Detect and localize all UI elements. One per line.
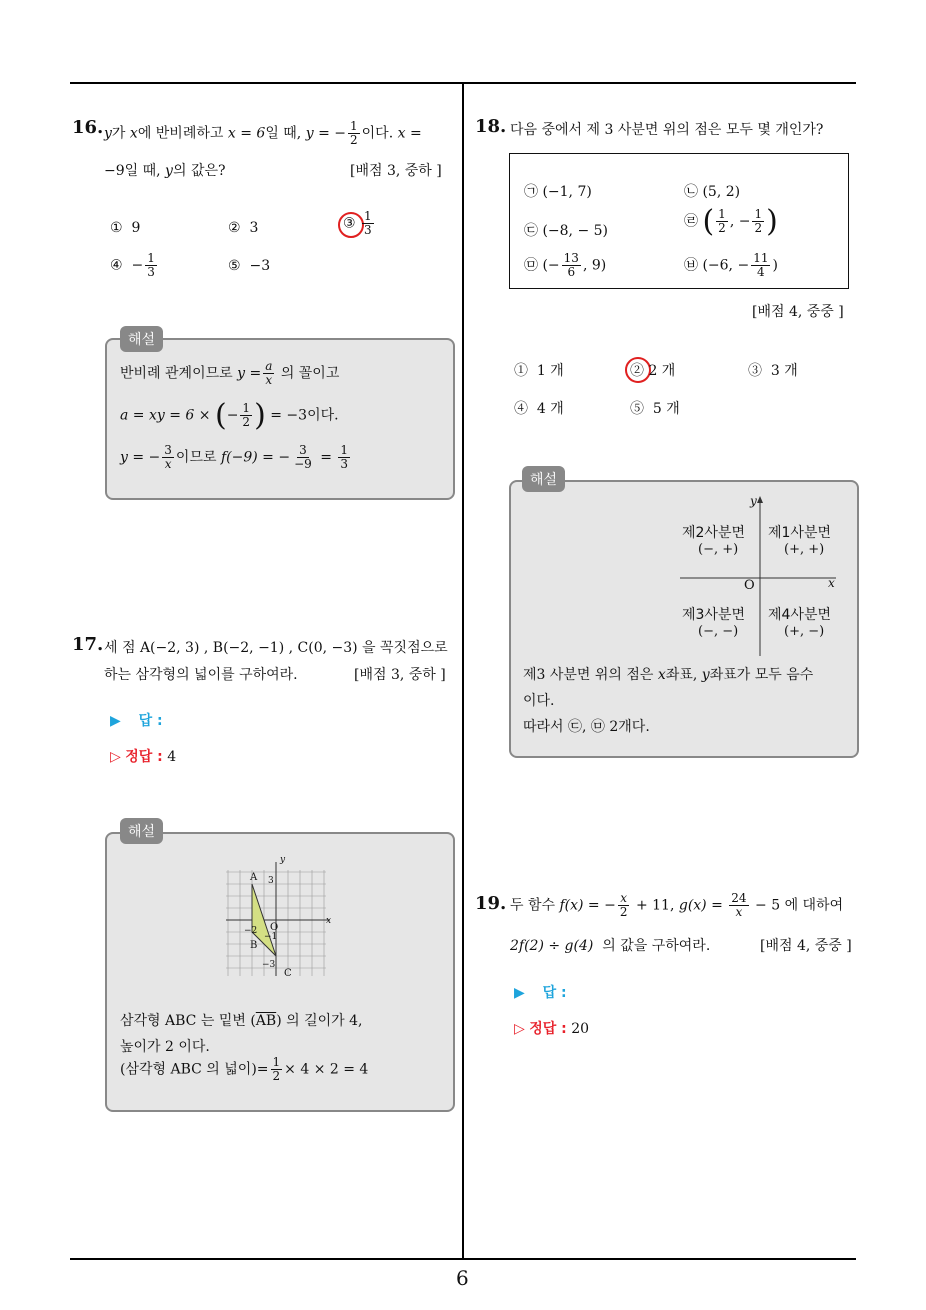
q16-choice-2[interactable]: ② 3 bbox=[228, 220, 259, 236]
q18-quad4: 제4사분면 bbox=[768, 607, 832, 623]
q18-point-3: ㉢ (−8, − 5) bbox=[524, 223, 609, 239]
q17-triangle-graph bbox=[226, 858, 336, 978]
q16-exp-line1: 반비례 관계이므로 y = $\frac{a}{x}$ 의 꼴이고 bbox=[120, 359, 340, 387]
q18-quad1: 제1사분면 bbox=[768, 525, 832, 541]
q17-exp-line3: (삼각형 ABC 의 넓이)= $\frac{1}{2}$ × 4 × 2 = 4 bbox=[120, 1055, 369, 1083]
q18-quad3-sign: (−, −) bbox=[698, 624, 739, 639]
q17-graph-point-c: C bbox=[284, 968, 292, 979]
q16-line1: y가 x에 반비례하고 x = 6일 때, y = − $\frac{1}{2}$ 이다. x = bbox=[104, 119, 422, 147]
column-divider bbox=[462, 82, 464, 1260]
q17-graph-tick-minus2: −2 bbox=[244, 926, 258, 936]
q17-line1: 세 점 A(−2, 3) , B(−2, −1) , C(0, −3) 을 꼭짓점으로 bbox=[104, 640, 448, 656]
q18-exp-line2: 이다. bbox=[523, 693, 555, 709]
q17-graph-tick-minus1: −1 bbox=[264, 932, 278, 942]
q18-choice-4[interactable]: ④ 4 개 bbox=[514, 401, 564, 417]
q17-answer-row[interactable]: ▶ 답 : bbox=[110, 713, 163, 729]
q17-graph-tick-minus3: −3 bbox=[262, 960, 276, 970]
q18-quad-origin: O bbox=[744, 578, 755, 593]
q17-graph-tick-3: 3 bbox=[268, 876, 274, 886]
q17-score: [배점 3, 중하 ] bbox=[354, 667, 446, 683]
q18-quad2-sign: (−, +) bbox=[698, 542, 739, 557]
q18-choice-1[interactable]: ① 1 개 bbox=[514, 363, 564, 379]
q18-point-6: ㉥ (−6, − $\frac{11}{4}$ ) bbox=[684, 251, 778, 279]
q17-graph-origin: O bbox=[270, 922, 279, 933]
q18-quad-x: x bbox=[828, 576, 835, 590]
q18-line1: 다음 중에서 제 3 사분면 위의 점은 모두 몇 개인가? bbox=[510, 122, 824, 138]
q18-choice-2[interactable]: ② 2 개 bbox=[630, 363, 676, 379]
q17-exp-line1: 삼각형 ABC 는 밑변 $(\overline{AB})$ 의 길이가 4, bbox=[120, 1013, 363, 1029]
q17-graph-x-label: x bbox=[326, 916, 332, 926]
q18-exp-line1: 제3 사분면 위의 점은 x좌표, y좌표가 모두 음수 bbox=[523, 667, 814, 683]
q16-choice-1[interactable]: ① 9 bbox=[110, 220, 141, 236]
q19-number: 19. bbox=[475, 893, 507, 914]
q16-exp-line3: y = − $\frac{3}{x}$ 이므로 f(−9) = − $\frac{3}{-9}$ = $\frac{1}{3}$ bbox=[120, 443, 349, 471]
bottom-rule bbox=[70, 1258, 856, 1260]
q18-point-5: ㉤ (− $\frac{13}{6}$ , 9) bbox=[524, 251, 607, 279]
q18-quad2: 제2사분면 bbox=[682, 525, 746, 541]
q16-choice-5[interactable]: ⑤ −3 bbox=[228, 258, 271, 274]
q18-point-4: ㉣ ( $\frac{1}{2}$ , − $\frac{1}{2}$ ) bbox=[684, 204, 778, 239]
q19-line2: 2f(2) ÷ g(4) 의 값을 구하여라. bbox=[510, 938, 711, 954]
q18-exp-line3: 따라서 ㉢, ㉤ 2개다. bbox=[523, 719, 650, 735]
triangle-outline-icon: ▷ bbox=[110, 749, 121, 765]
q18-point-1: ㉠ (−1, 7) bbox=[524, 184, 592, 200]
q16-choice-4[interactable]: ④ − $\frac{1}{3}$ bbox=[110, 251, 155, 279]
play-arrow-icon: ▶ bbox=[110, 713, 121, 729]
page-number: 6 bbox=[456, 1266, 469, 1290]
q16-choice-3[interactable]: ③ $\frac{1}{3}$ bbox=[343, 209, 372, 237]
q18-quad4-sign: (+, −) bbox=[784, 624, 825, 639]
q17-graph-point-b: B bbox=[250, 940, 258, 951]
triangle-outline-icon: ▷ bbox=[514, 1021, 525, 1037]
q18-choice-5[interactable]: ⑤ 5 개 bbox=[630, 401, 680, 417]
q16-number: 16. bbox=[72, 117, 104, 138]
q18-quad1-sign: (+, +) bbox=[784, 542, 825, 557]
q18-quad3: 제3사분면 bbox=[682, 607, 746, 623]
q16-score: [배점 3, 중하 ] bbox=[350, 163, 442, 179]
q16-explanation-tag: 해설 bbox=[120, 326, 163, 352]
q19-answer-row[interactable]: ▶ 답 : bbox=[514, 985, 567, 1001]
q17-number: 17. bbox=[72, 634, 104, 655]
q17-correct-row: ▷ 정답 : 4 bbox=[110, 749, 177, 765]
q17-graph-y-label: y bbox=[280, 855, 286, 865]
q18-number: 18. bbox=[475, 116, 507, 137]
q17-explanation-tag: 해설 bbox=[120, 818, 163, 844]
q17-exp-line2: 높이가 2 이다. bbox=[120, 1039, 210, 1055]
q17-graph-point-a: A bbox=[250, 872, 258, 883]
q18-explanation-tag: 해설 bbox=[522, 466, 565, 492]
q16-line2: −9일 때, y의 값은? bbox=[104, 163, 226, 179]
q18-quad-y: y bbox=[750, 494, 757, 508]
q17-line2: 하는 삼각형의 넓이를 구하여라. bbox=[104, 667, 298, 683]
q19-score: [배점 4, 중중 ] bbox=[760, 938, 852, 954]
play-arrow-icon: ▶ bbox=[514, 985, 525, 1001]
q18-score: [배점 4, 중중 ] bbox=[752, 304, 844, 320]
q19-correct-row: ▷ 정답 : 20 bbox=[514, 1021, 590, 1037]
q16-exp-line2: a = xy = 6 × (− $\frac{1}{2}$ ) = −3이다. bbox=[120, 398, 339, 433]
q18-choice-3[interactable]: ③ 3 개 bbox=[748, 363, 798, 379]
q19-line1: 두 함수 f(x) = − $\frac{x}{2}$ + 11, g(x) = $\frac{24}{x}$ − 5 에 대하여 bbox=[510, 891, 844, 919]
q18-point-2: ㉡ (5, 2) bbox=[684, 184, 741, 200]
